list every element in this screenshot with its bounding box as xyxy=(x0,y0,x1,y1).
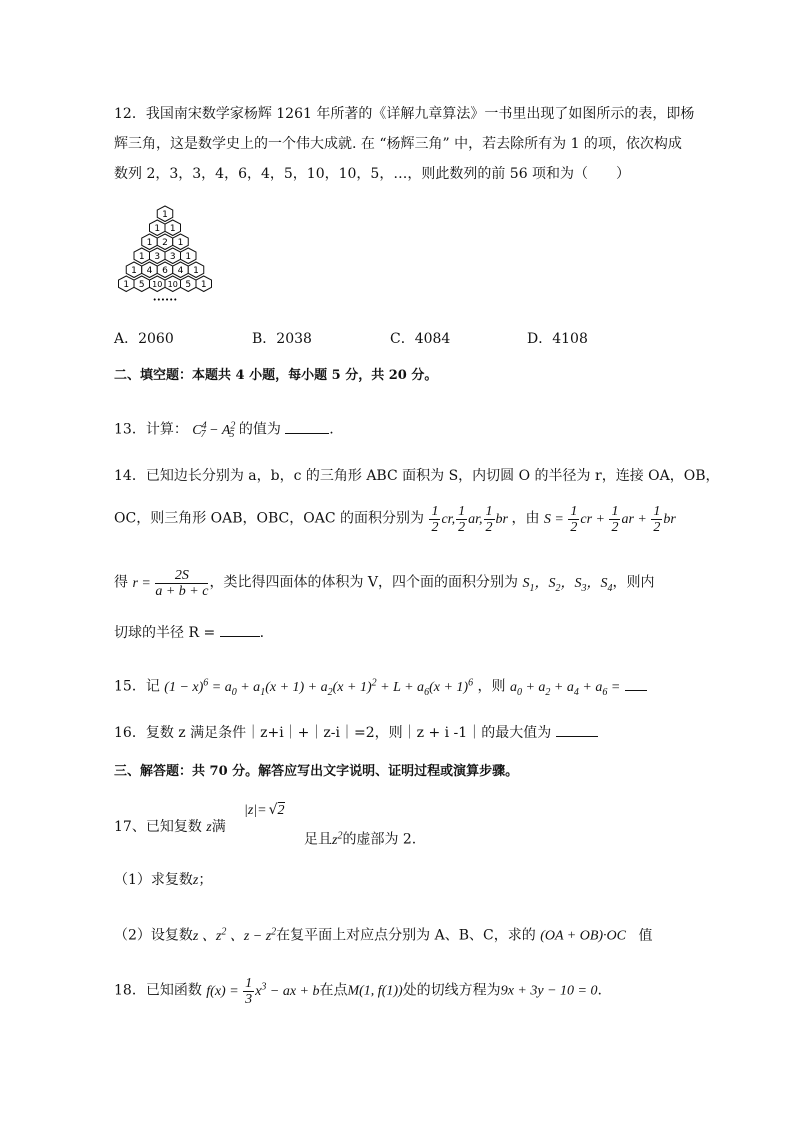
q14-areas-formula: $\frac{1}{2}$ cr, $\frac{1}{2}$ ar, $\frac{1}{2}$ br xyxy=(431,504,512,535)
q12-line3: 数列 2，3，3，4，6，4，5，10，10，5，…，则此数列的前 56 项和为（ ） xyxy=(114,166,631,182)
triangle-cell-value: 1 xyxy=(193,265,199,276)
q14-line2-mid: ，由 xyxy=(511,510,540,527)
triangle-cell xyxy=(188,262,204,278)
option-a: A．2060 xyxy=(114,331,174,347)
q14-line2 xyxy=(114,504,676,535)
q17-prefix: 17、已知复数 xyxy=(114,819,202,835)
option-b: B．2038 xyxy=(252,331,312,347)
q14-blank[interactable] xyxy=(220,622,260,637)
section3-heading: 三、解答题：共 70 分。解答应写出文字说明、证明过程或演算步骤。 xyxy=(114,764,519,779)
q18-tangent-eq: 9x + 3y − 10 = 0 xyxy=(500,983,598,999)
triangle-continuation-dots: •••••• xyxy=(152,296,178,302)
triangle-cell xyxy=(126,262,142,278)
q16 xyxy=(114,722,598,743)
triangle-cell-value: 6 xyxy=(162,265,168,276)
q14-radius-formula: r = $\frac{2S}{a + b + c}$ xyxy=(132,568,209,599)
triangle-cell-value: 3 xyxy=(169,251,176,262)
q16-blank[interactable] xyxy=(556,722,598,737)
q17-z: z xyxy=(206,820,212,835)
q13-prefix: 13．计算： xyxy=(114,421,188,438)
triangle-cell-value: 1 xyxy=(131,265,137,276)
q17-sqrt-value: 2 xyxy=(277,803,285,818)
triangle-cell xyxy=(196,276,212,292)
q14-line4: 切球的半径 R = . xyxy=(114,622,264,643)
option-c: C．4084 xyxy=(390,331,451,347)
q15-prefix: 15．记 xyxy=(114,678,160,695)
yanghui-triangle-figure xyxy=(113,202,218,302)
q14-face-areas: $S_1$，$S_2$，$S_3$，$S_4$ xyxy=(522,575,613,594)
q18-mid: 在点 xyxy=(319,982,348,999)
option-d: D．4108 xyxy=(527,331,588,347)
q14-line2-prefix: OC，则三角形 OAB，OBC，OAC 的面积分别为 xyxy=(114,510,425,527)
q13: 13．计算： $C^4_7 - A^2_5$ 的值为 . xyxy=(114,420,334,441)
q17-p2-mid: 在复平面上对应点分别为 A、B、C，求的 xyxy=(276,927,536,944)
triangle-cell xyxy=(134,248,150,264)
triangle-cell-value: 1 xyxy=(185,251,192,262)
q13-expression: $C^4_7 - A^2_5$ xyxy=(192,420,236,441)
q17-part1 xyxy=(114,870,212,891)
q17-vector-expr: (OA + OB)·OC xyxy=(540,928,626,944)
triangle-cell xyxy=(150,276,166,292)
triangle-cell xyxy=(150,220,166,236)
triangle-cell xyxy=(173,262,189,278)
triangle-cell xyxy=(157,234,173,250)
triangle-cell-value: 10 xyxy=(152,279,163,289)
triangle-cell xyxy=(157,206,173,222)
q15-target: $a_0 + a_2 + a_4 + a_6$ = xyxy=(509,679,621,698)
q17-p2: （2）设复数 xyxy=(114,927,193,944)
triangle-cell-value: 5 xyxy=(138,279,145,290)
q17-part2 xyxy=(114,922,652,947)
triangle-cell-value: 1 xyxy=(200,279,207,290)
triangle-cell-value: 1 xyxy=(123,279,130,290)
triangle-cell xyxy=(181,248,197,264)
q17-mid: 满 xyxy=(211,819,226,835)
q17-points: z 、$z^2$ 、$z - z^2$ xyxy=(192,926,277,944)
triangle-cell-value: 1 xyxy=(177,237,184,248)
q14-line4-text: 切球的半径 R = xyxy=(114,625,216,641)
q17-p1-z: z xyxy=(192,873,199,888)
q17-cond: |z|= xyxy=(244,803,267,818)
q17-condition xyxy=(244,800,285,821)
q13-blank[interactable] xyxy=(285,419,329,434)
triangle-cell xyxy=(150,248,166,264)
triangle-cell-value: 1 xyxy=(146,237,153,248)
triangle-cell-value: 1 xyxy=(169,223,176,234)
triangle-cell xyxy=(142,234,158,250)
q17-p2-end: 值 xyxy=(638,927,653,944)
triangle-cell xyxy=(142,262,158,278)
q18-mid2: 处的切线方程为 xyxy=(402,982,501,999)
q12-line2: 辉三角，这是数学史上的一个伟大成就. 在 “杨辉三角” 中，若去除所有为 1 的项，依次构成 xyxy=(114,136,682,152)
triangle-cell xyxy=(134,276,150,292)
q15-expansion: $(1 - x)^6 = a_0 + a_1(x + 1) + a_2(x + 1)^2 + L + a_6(x + 1)^6$ xyxy=(164,677,474,698)
triangle-cell-value: 10 xyxy=(167,279,178,289)
q14-line3-suffix: ，类比得四面体的体积为 V，四个面的面积分别为 xyxy=(209,574,519,591)
q17-stem xyxy=(114,817,226,838)
triangle-cell xyxy=(119,276,135,292)
section2-heading: 二、填空题：本题共 4 小题，每小题 5 分，共 20 分。 xyxy=(114,368,438,383)
triangle-cell-value: 1 xyxy=(154,223,161,234)
q18-prefix: 18．已知函数 xyxy=(114,982,202,999)
q14-sum-formula: S = $\frac{1}{2}$ cr + $\frac{1}{2}$ ar + $\frac{1}{2}$ br xyxy=(543,504,676,535)
triangle-cell-value: 1 xyxy=(162,209,168,220)
sqrt-sign-icon: √ xyxy=(268,802,278,818)
q14-line3-end: ，则内 xyxy=(612,574,655,591)
q12-line1: 12．我国南宋数学家杨辉 1261 年所著的《详解九章算法》一书里出现了如图所示的表，即杨 xyxy=(114,106,695,122)
q14-line3-prefix: 得 xyxy=(114,574,128,591)
q17-p1: （1）求复数 xyxy=(114,872,193,888)
triangle-cell xyxy=(165,276,181,292)
q15-suffix: ，则 xyxy=(477,678,506,695)
triangle-cell-value: 4 xyxy=(146,265,153,276)
q16-text: 16．复数 z 满足条件｜z+i｜+｜z-i｜=2，则｜z + i -1｜的最大值为 xyxy=(114,725,552,741)
q14-line1: 14．已知边长分别为 a，b，c 的三角形 ABC 面积为 S，内切圆 O 的半径为 r，连接 OA，OB， xyxy=(114,468,720,484)
q18-point: M(1, f(1)) xyxy=(347,983,403,999)
q15 xyxy=(114,673,647,702)
triangle-cell-value: 5 xyxy=(185,279,192,290)
triangle-cell xyxy=(181,276,197,292)
q18-end: . xyxy=(597,982,602,999)
q17-p1-end: ； xyxy=(198,872,213,888)
triangle-cell-value: 3 xyxy=(154,251,161,262)
triangle-cell xyxy=(173,234,189,250)
q17-after: 足且 xyxy=(304,831,332,848)
q14-line3 xyxy=(114,568,654,599)
q13-suffix: 的值为 xyxy=(238,421,281,438)
q15-blank[interactable] xyxy=(625,676,647,691)
triangle-cell xyxy=(165,220,181,236)
q18-function: f(x) = $\frac{1}{3}$ $x^3$ − ax + b xyxy=(206,976,320,1007)
triangle-cell xyxy=(157,262,173,278)
triangle-cell-value: 1 xyxy=(138,251,145,262)
triangle-cell-value: 4 xyxy=(177,265,184,276)
q17-z2: $z^2$ xyxy=(332,830,343,848)
q17-after2: 的虚部为 2. xyxy=(342,831,417,848)
q18 xyxy=(114,976,602,1007)
q17-condition2 xyxy=(304,826,416,851)
triangle-cell xyxy=(165,248,181,264)
triangle-cell-value: 2 xyxy=(162,237,168,248)
